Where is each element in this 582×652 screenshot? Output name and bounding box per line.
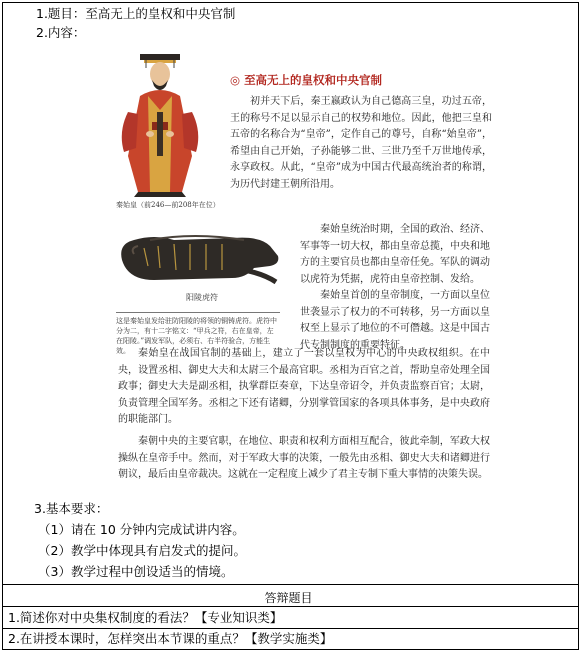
paragraph-4: 秦始皇在战国官制的基础上，建立了一套以皇权为中心的中央政权组织。在中央，设置丞相、御史大夫和太尉三个最高官职。丞相为百官之首，帮助皇帝处理全国政事；御史大夫是副丞相，执掌群臣奏章，下达皇帝诏令，并负责监察百官；太尉，负责管理全国军务。丞相之下还有诸卿，分别掌管国家的各项具体事务，是中央政府的职能部门。 [118,348,490,426]
divider-top [3,584,578,585]
defense-question-2: 2.在讲授本课时，怎样突出本节课的重点？【教学实施类】 [8,631,333,646]
paragraph-2: 秦始皇统治时期，全国的政治、经济、军事等一切大权，都由皇帝总揽，中央和地方的主要官员也都由皇帝任免。军队的调动以虎符为凭据，虎符由皇帝控制、发给。 [300,224,490,285]
textbook-heading [230,72,382,88]
textbook-excerpt [94,46,496,491]
content-label: 2.内容： [36,25,86,40]
tiger-tally-image [114,226,284,290]
paragraph-5: 秦朝中央的主要官职，在地位、职责和权利方面相互配合，彼此牵制，军政大权操纵在皇帝手中。然而，对于军政大事的决策，一般先由丞相、御史大夫和诸卿进行朝议，最后由皇帝裁决。这就在一定程度上减少了君主专制下重大事情的决策失误。 [118,436,490,481]
tiger-note: 这是秦始皇发给驻防阳陵的将领的铜铸虎符。虎符中分为二，有十二字铭文：“甲兵之符，右在皇帝，左在阳陵。”调发军队，必须右、右半符验合，方能生效。 [116,317,277,355]
divider-bottom [3,628,578,629]
topic-title: 1.题目：至高无上的皇权和中央官制 [36,6,236,21]
section-heading-text: 至高无上的皇权和中央官制 [244,73,383,87]
requirement-item-1: （1）请在 10 分钟内完成试讲内容。 [38,522,245,537]
requirement-item-3: （3）教学过程中创设适当的情境。 [38,564,234,579]
paragraph-3: 秦始皇首创的皇帝制度，一方面以皇位世袭显示了权力的不可转移，另一方面以皇权至上显示了地位的不可僭越。这是中国古代专制制度的重要特征。 [300,290,490,351]
section-marker-icon: ◎ [230,73,241,87]
defense-question-1: 1.简述你对中央集权制度的看法？【专业知识类】 [8,610,283,625]
caption-divider [116,312,280,313]
requirement-item-2: （2）教学中体现具有启发式的提问。 [38,543,246,558]
tiger-caption: 阳陵虎符 [186,293,218,302]
requirements-label: 3.基本要求： [34,501,109,516]
qin-shihuang-illustration [110,52,210,198]
emperor-caption: 秦始皇（前246—前208年在位） [116,201,220,209]
paragraph-1: 初并天下后，秦王嬴政认为自己德高三皇，功过五帝，王的称号不足以显示自己的权势和地位。因此，他把三皇和五帝的名称合为“皇帝”，定作自己的尊号，自称“始皇帝”，希望由自己开始，子孙能够二世、三世乃至千万世地传承，永享政权。从此，“皇帝”成为中国古代最高统治者的称谓，为历代封建王朝所沿用。 [230,96,492,190]
divider-mid [3,606,578,607]
defense-title: 答辩题目 [264,591,313,605]
